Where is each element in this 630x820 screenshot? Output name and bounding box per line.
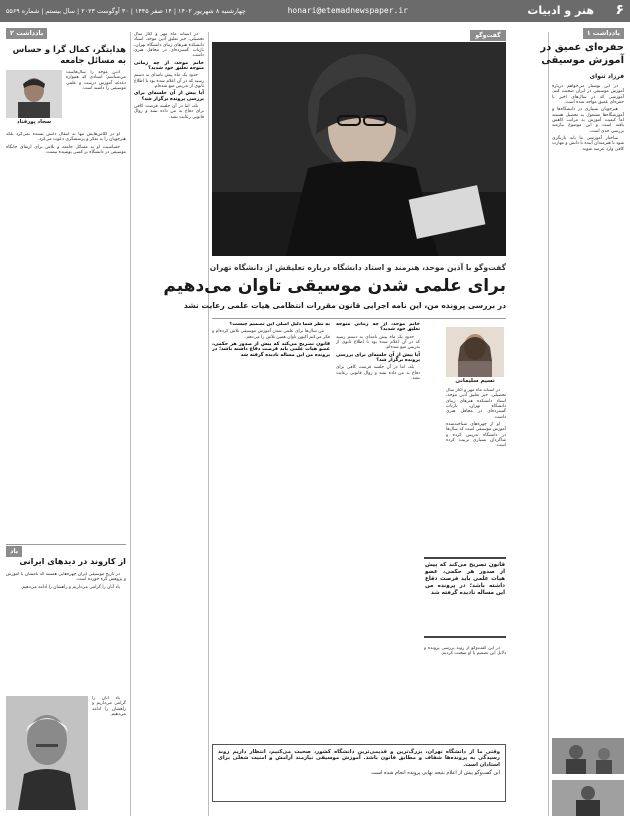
paragraph: حساسیت او به مسائل جامعه و تلاش برای ارتقای جایگاه موسیقی در دانشگاه بر کسی پوشیده نیست. — [6, 144, 126, 156]
column-tag: یادداشت ۲ — [6, 28, 47, 39]
paragraph: آذین موحد را سال‌هاست می‌شناسم؛ استادی که همواره دغدغه آموزش درست و علمی موسیقی را داشته است. — [66, 70, 126, 92]
column-divider — [548, 32, 549, 816]
article-body — [212, 322, 330, 740]
article-continuation — [134, 32, 204, 802]
column-author: فرزاد ثنوای — [589, 73, 624, 80]
paragraph: ساختار آموزشی ما باید بازنگری شود تا هنرمندان آینده با دانش و مهارت کافی وارد عرصه شوند. — [552, 136, 624, 152]
portrait-photo — [6, 696, 88, 810]
paragraph: هنرجویان بسیاری در دانشگاه‌ها و آموزشگاه‌ها مشغول به تحصیل هستند اما کیفیت آموزش به مراتب کاهش یافته است و این موضوع نیازمند بررسی جدی است. — [552, 107, 624, 134]
article-lead — [446, 388, 506, 552]
column-title: هدایتگر، کمال گرا و حساس به مسائل جامعه — [12, 44, 126, 65]
article-tag: گفت‌وگو — [470, 30, 506, 41]
paragraph: در این نوشتار می‌خواهم درباره آموزش موسیقی در ایران صحبت کنم. آموزشی که در سال‌های اخیر با حفره‌ای عمیق مواجه شده است. — [552, 84, 624, 106]
column-title: حفره‌ای عمیق در آموزش موسیقی — [540, 42, 624, 66]
paragraph: در این گفت‌وگو از روند بررسی پرونده و دلایل این تصمیم با او صحبت کردیم. — [424, 646, 506, 657]
answer: بله، اما در آن جلسه فرصت کافی برای دفاع به من داده نشد و روال قانونی رعایت نشد. — [336, 365, 420, 382]
article-photo — [212, 42, 506, 256]
quote-note: این گفت‌وگو پیش از اعلام نتیجه نهایی پرونده انجام شده است. — [370, 769, 500, 776]
question: آیا پیش از آن جلسه‌ای برای بررسی پرونده برگزار شد؟ — [336, 352, 420, 364]
column-title: از کاروند در دیدهای ایرانی — [19, 556, 126, 566]
pull-quote: قانون تصریح می‌کند که پیش از صدور هر حکمی، عضو هیات علمی باید فرصت دفاع داشته باشد؛ در پرونده من این مساله نادیده گرفته شد — [212, 342, 330, 358]
paragraph: در تاریخ موسیقی ایران چهره‌هایی هستند که نامشان با آموزش و پژوهش گره خورده است. — [6, 572, 126, 583]
article-headline: برای علمی شدن موسیقی تاوان می‌دهیم — [163, 276, 506, 296]
article-subhead: در بررسی پرونده من، این نامه اجرایی قانون مقررات انتظامی هیات علمی رعایت نشد — [183, 301, 506, 310]
question: آیا پیش از آن جلسه‌ای برای بررسی پرونده برگزار شد؟ — [134, 91, 204, 102]
question: به نظر شما دلیل اصلی این تصمیم چیست؟ — [229, 322, 330, 327]
answer: حدود یک ماه پیش نامه‌ای به دستم رسید که در آن اعلام شده بود تا اطلاع ثانوی از تدریس منع شده‌ام. — [336, 334, 420, 351]
paragraph: یاد آنان را گرامی می‌داریم و راهشان را ادامه می‌دهیم. — [20, 584, 120, 590]
paragraph: یاد آنان را گرامی می‌داریم و راهشان را ادامه می‌دهیم. — [92, 696, 126, 718]
column-author: سجاد پورقناد — [16, 119, 52, 125]
divider — [6, 544, 126, 545]
highlight-box: قانون تصریح می‌کند که پیش از صدور هر حکمی، عضو هیات علمی باید فرصت دفاع داشته باشد؛ در پرونده من این مساله نادیده گرفته شد — [424, 557, 506, 638]
question: خانم موحد، از چه زمانی متوجه تعلیق خود شدید؟ — [336, 322, 420, 333]
answer: من سال‌ها برای علمی شدن آموزش موسیقی تلاش کرده‌ام و فکر می‌کنم اکنون تاوان همین تلاش را می‌دهم. — [212, 329, 330, 340]
page-number: ۶ — [615, 2, 624, 18]
paragraph: در آستانه ماه مهر و آغاز سال تحصیلی، خبر تعلیق آذین موحد، استاد دانشکده هنرهای زیبای دانشگاه تهران، بازتاب گسترده‌ای در محافل هنری داشت. — [446, 388, 506, 420]
column-photo — [552, 738, 624, 774]
divider — [212, 318, 506, 319]
column-photo — [552, 780, 624, 816]
quote-box — [212, 744, 506, 802]
column-body — [66, 70, 126, 130]
column-body — [552, 84, 624, 732]
author-photo — [446, 327, 504, 377]
question: خانم موحد، از چه زمانی متوجه تعلیق خود شدید؟ — [134, 60, 204, 72]
column-tag: یادداشت ۱ — [583, 28, 624, 39]
section-email: honari@etemadnewspaper.ir — [287, 6, 408, 15]
column-tag: یاد — [6, 546, 22, 557]
paragraph: در آستانه ماه مهر و آغاز سال تحصیلی، خبر تعلیق آذین موحد، استاد دانشکده هنرهای زیبای دانشگاه تهران، بازتاب گسترده‌ای در محافل هنری داشت. — [134, 32, 204, 59]
answer: حدود یک ماه پیش نامه‌ای به دستم رسید که در آن اعلام شده بود تا اطلاع ثانوی از تدریس منع شده‌ام. — [134, 73, 204, 90]
dateline: چهارشنبه ۸ شهریور ۱۴۰۲ | ۱۴ صفر ۱۴۴۵ | ۳۰ آوگوست ۲۰۲۳ | سال بیستم | شماره ۵۵۶۹ — [6, 7, 246, 15]
column-divider — [208, 32, 209, 816]
quote-text: وقتی ما از دانشگاه تهران، بزرگ‌ترین و قدیمی‌ترین دانشگاه کشور، صحبت می‌کنیم، انتظار داریم روند رسیدگی به پرونده‌ها شفاف و مطابق قانون باشد. آموزش موسیقی نیازمند آرامش و امنیت شغلی برای استادان است. — [218, 749, 500, 768]
column-body — [92, 696, 126, 810]
section-title: هنر و ادبیات — [527, 4, 594, 17]
author-photo — [6, 70, 62, 118]
paragraph: او در کلاس‌هایش تنها به انتقال دانش بسنده نمی‌کرد بلکه هنرجویان را به تفکر و پرسشگری دعوت می‌کرد. — [6, 132, 126, 143]
article-kicker: گفت‌وگو با آذین موحد، هنرمند و استاد دانشگاه درباره تعلیقش از دانشگاه تهران — [209, 263, 506, 272]
page-header — [0, 0, 630, 22]
column-body — [6, 572, 126, 692]
column-body — [6, 132, 126, 540]
column-divider — [130, 32, 131, 816]
author-name: نسیم سلیمانی — [455, 378, 495, 384]
paragraph: او از چهره‌های شناخته‌شده آموزش موسیقی است که سال‌ها در دانشگاه تدریس کرده و شاگردان بسیاری تربیت کرده است. — [446, 422, 506, 449]
article-lead — [424, 646, 506, 740]
answer: بله، اما در آن جلسه فرصت کافی برای دفاع به من داده نشد و روال قانونی رعایت نشد. — [134, 104, 204, 120]
article-body — [336, 322, 420, 740]
